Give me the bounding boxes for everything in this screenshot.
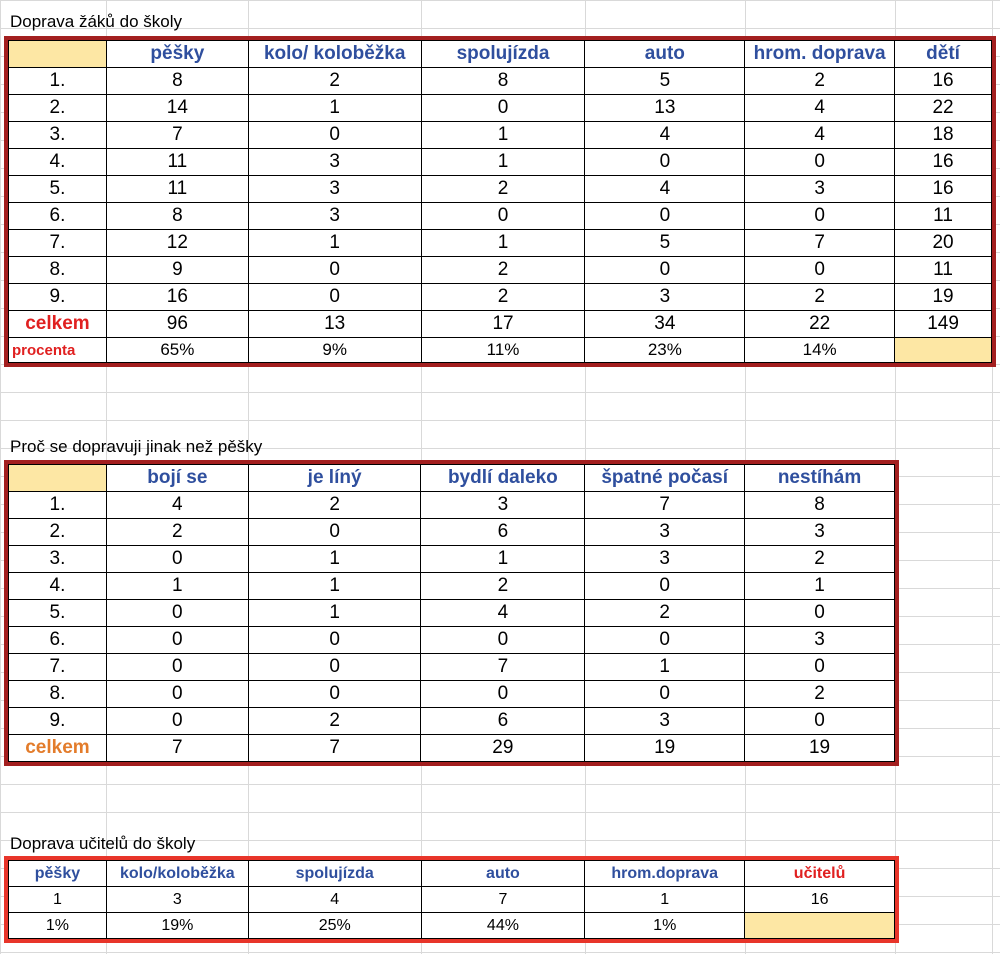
data-cell: 4 [106,492,248,519]
row-label: 7. [9,230,107,257]
row-label: 5. [9,600,107,627]
data-cell: 2 [421,284,585,311]
data-cell: 16 [106,284,248,311]
data-cell: 4 [421,600,585,627]
data-cell: 1 [421,230,585,257]
table-row [9,122,992,149]
data-cell: 1 [248,573,421,600]
total-cell: 96 [106,311,248,338]
data-cell: 0 [421,627,585,654]
value-cell: 3 [106,887,248,913]
total-cell: 13 [248,311,421,338]
data-cell: 1 [248,230,421,257]
col-header: pěšky [106,41,248,68]
percent-cell: 23% [585,338,745,363]
data-cell: 2 [421,573,585,600]
data-cell: 5 [585,68,745,95]
col-header: kolo/ koloběžka [248,41,421,68]
data-cell: 6 [421,519,585,546]
data-cell: 2 [421,257,585,284]
data-cell: 0 [585,573,745,600]
table3-title: Doprava učitelů do školy [10,834,196,853]
data-cell: 0 [106,681,248,708]
data-cell: 0 [421,95,585,122]
table-row [9,176,992,203]
data-cell: 0 [745,149,895,176]
row-label: 2. [9,519,107,546]
student-transport-table [8,40,992,363]
data-cell: 0 [248,627,421,654]
percent-cell: 25% [248,913,421,939]
data-cell: 4 [585,176,745,203]
row-label: 3. [9,122,107,149]
data-cell: 3 [421,492,585,519]
corner-cell [9,465,107,492]
percent-cell: 1% [585,913,745,939]
empty-cell [745,913,895,939]
data-cell: 0 [745,600,895,627]
data-cell: 11 [895,257,992,284]
row-label: 8. [9,257,107,284]
data-cell: 11 [106,149,248,176]
data-cell: 3 [248,149,421,176]
col-header: auto [585,41,745,68]
data-cell: 20 [895,230,992,257]
data-cell: 3 [745,176,895,203]
table-row [9,654,895,681]
row-label: 9. [9,284,107,311]
percent-cell: 11% [421,338,585,363]
data-cell: 4 [585,122,745,149]
teacher-transport-table [8,860,895,939]
data-cell: 6 [421,708,585,735]
col-header: bojí se [106,465,248,492]
percent-cell: 1% [9,913,107,939]
data-cell: 3 [248,176,421,203]
data-cell: 22 [895,95,992,122]
col-header: je líný [248,465,421,492]
data-cell: 2 [248,708,421,735]
table-row [9,68,992,95]
data-cell: 0 [745,654,895,681]
table-header-row [9,41,992,68]
percent-row [9,913,895,939]
data-cell: 0 [745,708,895,735]
data-cell: 2 [421,176,585,203]
table-row [9,257,992,284]
data-cell: 16 [895,149,992,176]
data-cell: 0 [421,681,585,708]
data-cell: 1 [106,573,248,600]
data-cell: 11 [106,176,248,203]
table-row [9,230,992,257]
percent-cell: 65% [106,338,248,363]
data-cell: 0 [421,203,585,230]
data-cell: 16 [895,68,992,95]
data-cell: 0 [248,654,421,681]
data-cell: 0 [745,203,895,230]
percent-cell: 14% [745,338,895,363]
table-row [9,203,992,230]
col-header: spolujízda [421,41,585,68]
data-cell: 3 [248,203,421,230]
row-label: 5. [9,176,107,203]
col-header: dětí [895,41,992,68]
data-cell: 2 [745,284,895,311]
table-row [9,600,895,627]
data-cell: 0 [248,519,421,546]
col-header: hrom.doprava [585,861,745,887]
data-cell: 2 [106,519,248,546]
data-cell: 1 [585,654,745,681]
row-label: 2. [9,95,107,122]
col-header: nestíhám [745,465,895,492]
table2-title: Proč se dopravuji jinak než pěšky [10,437,263,456]
row-label: 3. [9,546,107,573]
table-row [9,708,895,735]
total-cell: 34 [585,311,745,338]
total-label: celkem [9,735,107,762]
data-cell: 4 [745,122,895,149]
table-header-row [9,861,895,887]
data-cell: 0 [106,546,248,573]
values-row [9,887,895,913]
table-row [9,681,895,708]
total-cell: 149 [895,311,992,338]
data-cell: 0 [106,627,248,654]
data-cell: 7 [106,122,248,149]
data-cell: 3 [585,708,745,735]
data-cell: 1 [248,600,421,627]
data-cell: 0 [106,600,248,627]
value-cell: 1 [9,887,107,913]
data-cell: 0 [106,654,248,681]
percent-row [9,338,992,363]
data-cell: 3 [745,519,895,546]
total-cell: 7 [106,735,248,762]
data-cell: 18 [895,122,992,149]
data-cell: 2 [248,492,421,519]
percent-label: procenta [9,338,107,363]
total-cell: 17 [421,311,585,338]
col-header: špatné počasí [585,465,745,492]
data-cell: 0 [248,257,421,284]
data-cell: 8 [106,68,248,95]
row-label: 4. [9,149,107,176]
totals-row [9,311,992,338]
reasons-table [8,464,895,762]
total-cell: 22 [745,311,895,338]
data-cell: 11 [895,203,992,230]
data-cell: 7 [585,492,745,519]
data-cell: 2 [585,600,745,627]
table-header-row [9,465,895,492]
percent-cell: 19% [106,913,248,939]
data-cell: 2 [248,68,421,95]
table-row [9,627,895,654]
value-cell: 7 [421,887,585,913]
data-cell: 16 [895,176,992,203]
data-cell: 2 [745,681,895,708]
row-label: 4. [9,573,107,600]
data-cell: 1 [421,122,585,149]
data-cell: 1 [421,149,585,176]
table-row [9,546,895,573]
data-cell: 4 [745,95,895,122]
table-row [9,519,895,546]
data-cell: 0 [585,149,745,176]
data-cell: 3 [585,284,745,311]
col-header: kolo/koloběžka [106,861,248,887]
corner-cell [9,41,107,68]
row-label: 9. [9,708,107,735]
value-cell: 1 [585,887,745,913]
row-label: 1. [9,492,107,519]
data-cell: 5 [585,230,745,257]
data-cell: 0 [585,627,745,654]
data-cell: 14 [106,95,248,122]
table-row [9,492,895,519]
percent-cell: 44% [421,913,585,939]
col-header: učitelů [745,861,895,887]
data-cell: 3 [585,546,745,573]
total-cell: 7 [248,735,421,762]
col-header: pěšky [9,861,107,887]
data-cell: 0 [585,257,745,284]
row-label: 1. [9,68,107,95]
data-cell: 19 [895,284,992,311]
data-cell: 1 [745,573,895,600]
col-header: hrom. doprava [745,41,895,68]
table-row [9,573,895,600]
col-header: auto [421,861,585,887]
data-cell: 2 [745,68,895,95]
col-header: bydlí daleko [421,465,585,492]
table-row [9,149,992,176]
row-label: 6. [9,203,107,230]
data-cell: 0 [745,257,895,284]
table-row [9,95,992,122]
data-cell: 0 [248,681,421,708]
col-header: spolujízda [248,861,421,887]
data-cell: 2 [745,546,895,573]
data-cell: 1 [248,546,421,573]
data-cell: 3 [745,627,895,654]
value-cell: 16 [745,887,895,913]
data-cell: 0 [106,708,248,735]
data-cell: 0 [585,681,745,708]
total-cell: 29 [421,735,585,762]
empty-cell [895,338,992,363]
table-row [9,284,992,311]
total-label: celkem [9,311,107,338]
data-cell: 13 [585,95,745,122]
data-cell: 1 [248,95,421,122]
table1-title: Doprava žáků do školy [10,12,182,31]
data-cell: 0 [248,284,421,311]
percent-cell: 9% [248,338,421,363]
data-cell: 8 [745,492,895,519]
data-cell: 0 [585,203,745,230]
data-cell: 0 [248,122,421,149]
data-cell: 9 [106,257,248,284]
row-label: 7. [9,654,107,681]
data-cell: 8 [421,68,585,95]
value-cell: 4 [248,887,421,913]
total-cell: 19 [745,735,895,762]
data-cell: 8 [106,203,248,230]
data-cell: 1 [421,546,585,573]
data-cell: 12 [106,230,248,257]
total-cell: 19 [585,735,745,762]
data-cell: 7 [421,654,585,681]
totals-row [9,735,895,762]
row-label: 8. [9,681,107,708]
data-cell: 7 [745,230,895,257]
data-cell: 3 [585,519,745,546]
row-label: 6. [9,627,107,654]
